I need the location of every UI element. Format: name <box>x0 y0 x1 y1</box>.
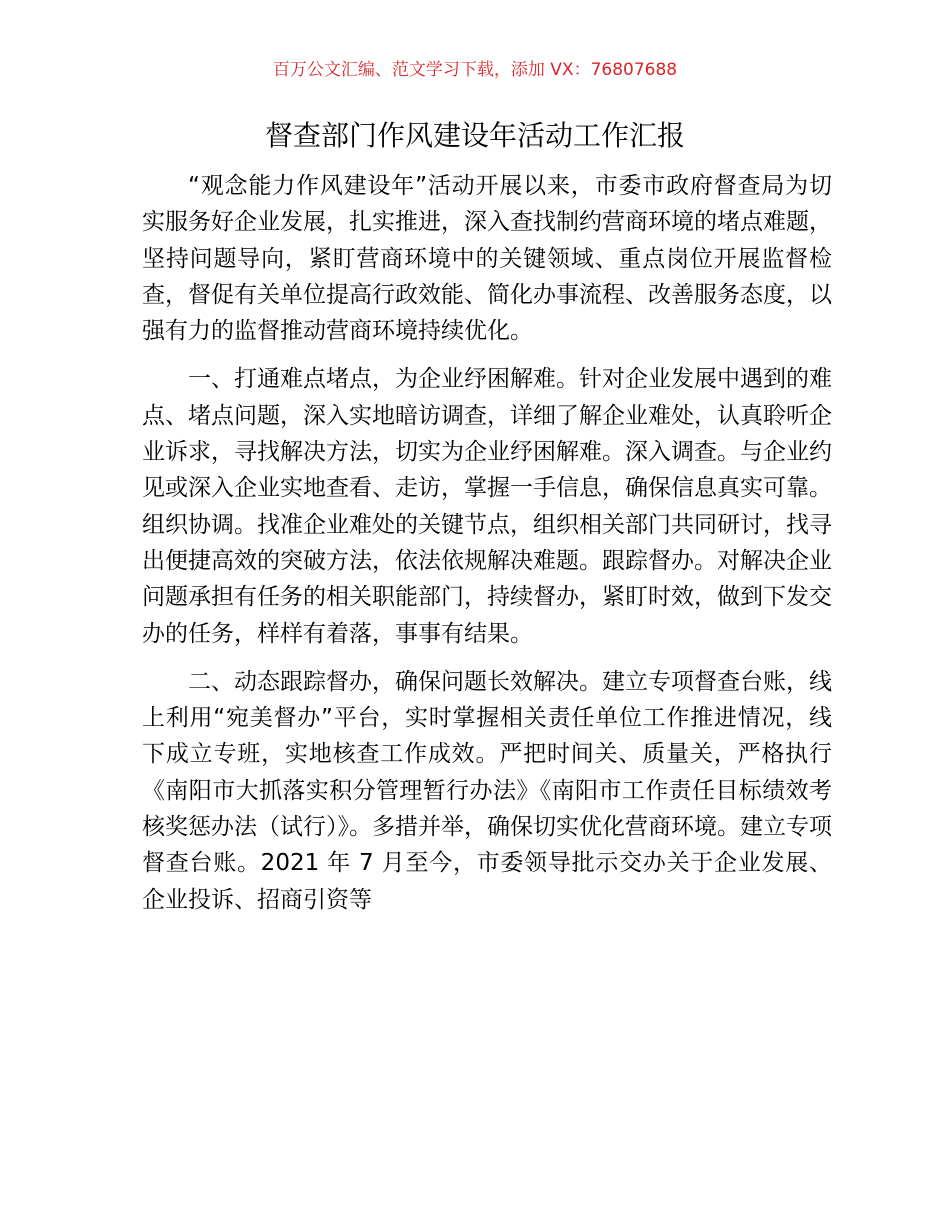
paragraph-section-two: 二、动态跟踪督办，确保问题长效解决。建立专项督查台账，线上利用“宛美督办”平台，实时掌握相关责任单位工作推进情况，线下成立专班，实地核查工作成效。严把时间关、质量关，严格执行《南阳市大抓落实积分管理暂行办法》《南阳市工作责任目标绩效考核奖惩办法（试行）》。多措并举，确保切实优化营商环境。建立专项督查台账。2021 年 7 月至今，市委领导批示交办关于企业发展、企业投诉、招商引资等 <box>142 668 832 913</box>
document-body <box>142 168 832 930</box>
header-watermark-text: 百万公文汇编、范文学习下载，添加 VX：76807688 <box>272 60 678 80</box>
paragraph-section-one: 一、打通难点堵点，为企业纾困解难。针对企业发展中遇到的难点、堵点问题，深入实地暗访调查，详细了解企业难处，认真聆听企业诉求，寻找解决方法，切实为企业纾困解难。深入调查。与企业约见或深入企业实地查看、走访，掌握一手信息，确保信息真实可靠。组织协调。找准企业难处的关键节点，组织相关部门共同研讨，找寻出便捷高效的突破方法，依法依规解决难题。跟踪督办。对解决企业问题承担有任务的相关职能部门，持续督办，紧盯时效，做到下发交办的任务，样样有着落，事事有结果。 <box>142 366 832 647</box>
document-title: 督查部门作风建设年活动工作汇报 <box>264 119 685 152</box>
paragraph-intro: “观念能力作风建设年”活动开展以来，市委市政府督查局为切实服务好企业发展，扎实推进，深入查找制约营商环境的堵点难题，坚持问题导向，紧盯营商环境中的关键领域、重点岗位开展监督检查，督促有关单位提高行政效能、简化办事流程、改善服务态度，以强有力的监督推动营商环境持续优化。 <box>142 173 832 345</box>
